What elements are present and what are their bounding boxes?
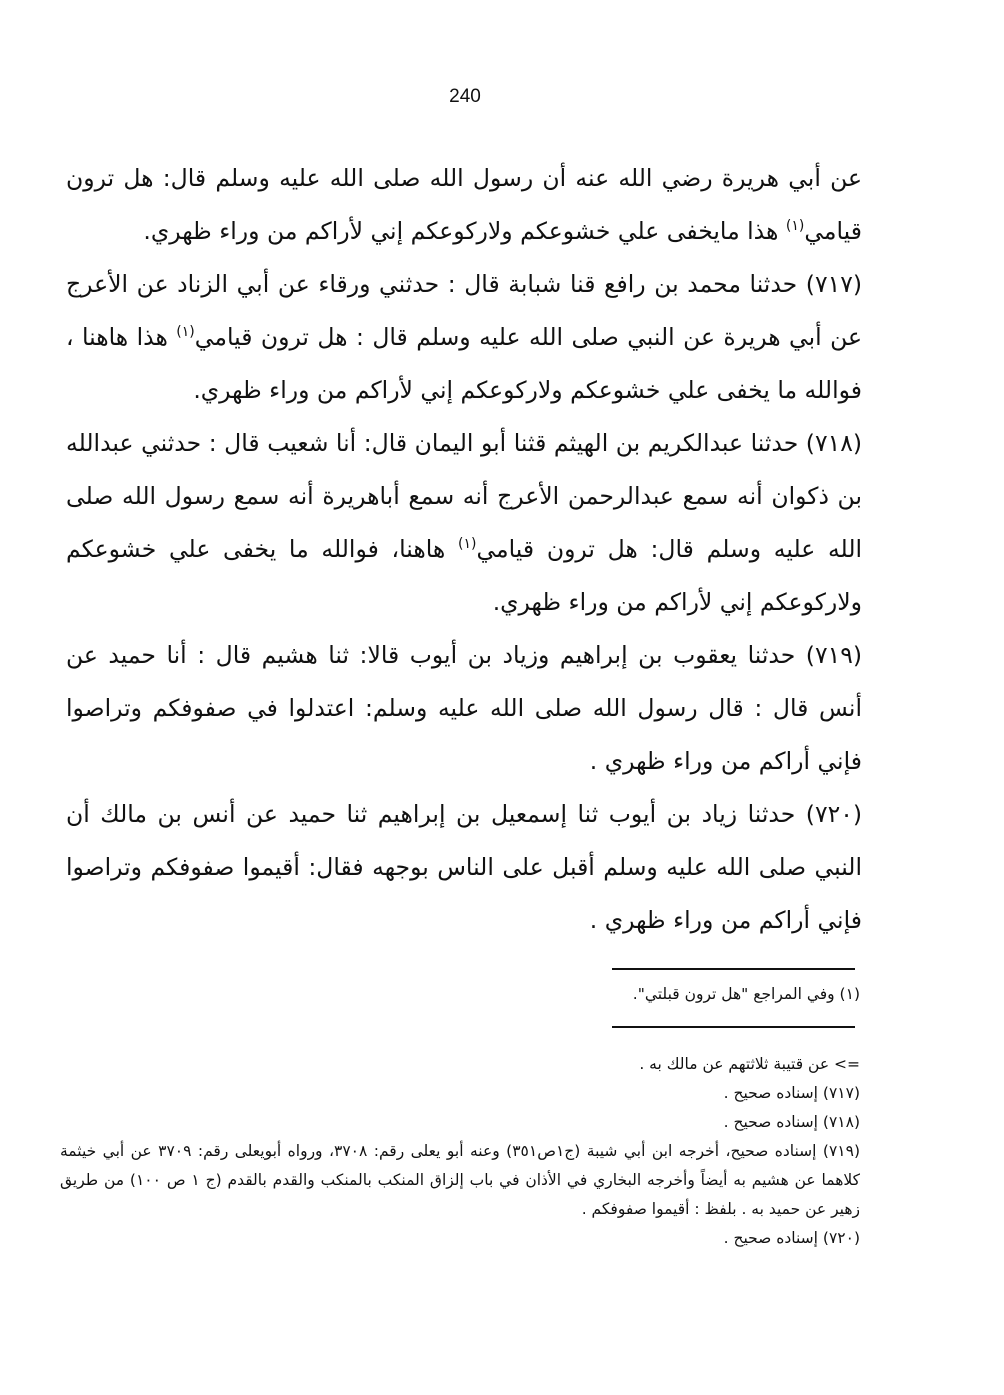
text-segment: (٧١٧) حدثنا محمد بن رافع قنا شبابة قال : حدثني ورقاء عن أبي الزناد عن الأعرج عن أبي هريرة عن النبي صلى الله عليه وسلم قال : هل ترون قيامي xyxy=(66,270,862,351)
footnote-area xyxy=(60,982,860,1006)
hadith-720: (٧٢٠) حدثنا زياد بن أيوب ثنا إسمعيل بن إبراهيم ثنا حميد عن أنس بن مالك أن النبي صلى الله عليه وسلم أقبل على الناس بوجهه فقال: أقيموا صفوفكم وتراصوا فإني أراكم من وراء ظهري . xyxy=(66,800,862,934)
footnote-marker: (١) xyxy=(785,218,805,235)
text-segment: عن أبي هريرة رضي الله عنه أن رسول الله صلى الله عليه وسلم قال: هل ترون قيامي xyxy=(66,164,862,245)
text-segment: هاهنا، فوالله ما يخفى علي خشوعكم ولاركوعكم إني لأراكم من وراء ظهري. xyxy=(66,535,862,616)
hadith-continuation xyxy=(66,152,862,258)
note-continuation: => عن قتيبة ثلاثتهم عن مالك به . xyxy=(639,1055,860,1073)
hadith-719: (٧١٩) حدثنا يعقوب بن إبراهيم وزياد بن أيوب قالا: ثنا هشيم قال : أنا حميد عن أنس قال : قال رسول الله صلى الله عليه وسلم: اعتدلوا في صفوفكم وتراصوا فإني أراكم من وراء ظهري . xyxy=(66,641,862,775)
hadith-text-body xyxy=(66,152,862,947)
isnad-notes xyxy=(60,1050,860,1253)
footnote-divider xyxy=(612,968,855,970)
text-segment: (٧١٨) حدثنا عبدالكريم بن الهيثم قثنا أبو اليمان قال: أنا شعيب قال : حدثني عبدالله بن ذكوان أنه سمع عبدالرحمن الأعرج أنه سمع أباهريرة أنه سمع رسول الله صلى الله عليه وسلم قال: هل ترون قيامي xyxy=(66,429,863,563)
footnote-1: (١) وفي المراجع "هل ترون قبلتي". xyxy=(632,985,860,1003)
note-719: (٧١٩) إسناده صحيح، أخرجه ابن أبي شيبة (ج١ص٣٥١) وعنه أبو يعلى رقم: ٣٧٠٨، ورواه أبويعلى رقم: ٣٧٠٩ عن أبي خيثمة كلاهما عن هشيم به أيضاً وأخرجه البخاري في الأذان في باب إلزاق المنكب بالمنكب والقدم بالقدم (ج ١ ص ١٠٠) من طريق زهير عن حميد به . بلفظ : أقيموا صفوفكم . xyxy=(60,1142,861,1218)
footnote-marker: (١) xyxy=(176,324,195,341)
notes-divider xyxy=(612,1026,855,1028)
note-717: (٧١٧) إسناده صحيح . xyxy=(723,1084,860,1102)
hadith-718 xyxy=(66,417,862,629)
text-segment: هذا هاهنا ، فوالله ما يخفى علي خشوعكم ولاركوعكم إني لأراكم من وراء ظهري. xyxy=(66,323,862,404)
note-720: (٧٢٠) إسناده صحيح . xyxy=(723,1229,860,1247)
text-segment: هذا مايخفى علي خشوعكم ولاركوعكم إني لأراكم من وراء ظهري. xyxy=(143,217,786,245)
page-number: 240 xyxy=(449,86,481,107)
footnote-marker: (١) xyxy=(458,536,477,553)
hadith-717 xyxy=(66,258,862,417)
note-718: (٧١٨) إسناده صحيح . xyxy=(723,1113,860,1131)
